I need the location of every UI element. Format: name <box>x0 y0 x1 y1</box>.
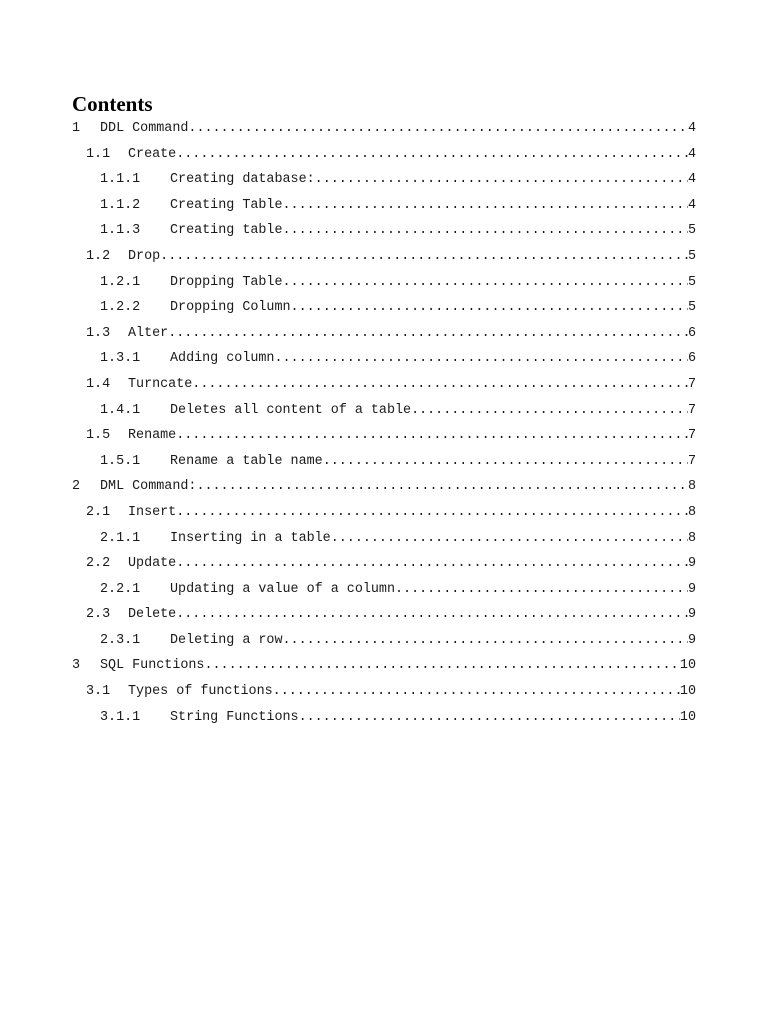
toc-dot-leader <box>176 142 688 168</box>
toc-entry-page-number: 7 <box>687 453 696 469</box>
toc-dot-leader <box>192 372 688 398</box>
toc-entry-line <box>72 474 696 500</box>
toc-entry-number: 2.1 <box>86 504 111 520</box>
toc-entry-page-number: 7 <box>687 376 696 392</box>
toc-entry[interactable] <box>72 244 696 270</box>
toc-entry-number: 3.1 <box>86 684 111 700</box>
toc-entry-number: 1.4.1 <box>100 402 141 418</box>
toc-entry-number: 1.1.2 <box>100 197 141 213</box>
toc-entry[interactable] <box>72 193 696 219</box>
toc-entry-page-number: 8 <box>687 530 696 546</box>
toc-entry-number: 1.1.1 <box>100 172 141 188</box>
toc-entry[interactable] <box>72 628 696 654</box>
toc-entry-line <box>86 423 696 449</box>
toc-dot-leader <box>283 628 688 654</box>
toc-dot-leader <box>273 679 680 705</box>
toc-entry-title: Drop <box>128 248 161 264</box>
toc-entry-number: 2.3.1 <box>100 632 141 648</box>
toc-entry-page-number: 10 <box>679 709 696 725</box>
toc-dot-leader <box>168 321 688 347</box>
toc-entry-line <box>72 653 696 679</box>
toc-entry-page-number: 8 <box>687 504 696 520</box>
toc-entry[interactable] <box>72 270 696 296</box>
toc-entry-title: Turncate <box>128 376 193 392</box>
toc-entry-page-number: 7 <box>687 428 696 444</box>
toc-entry-number: 1.3.1 <box>100 351 141 367</box>
toc-entry[interactable] <box>72 167 696 193</box>
toc-entry-page-number: 6 <box>687 351 696 367</box>
toc-entry-line <box>100 449 696 475</box>
toc-dot-leader <box>176 551 688 577</box>
toc-entry-line <box>86 372 696 398</box>
toc-entry-title: Delete <box>128 607 177 623</box>
toc-entry-page-number: 6 <box>687 325 696 341</box>
toc-entry[interactable] <box>72 526 696 552</box>
toc-entry-number: 1.4 <box>86 376 111 392</box>
toc-entry[interactable] <box>72 500 696 526</box>
toc-entry-line <box>100 346 696 372</box>
toc-entry-line <box>86 602 696 628</box>
toc-entry-page-number: 10 <box>679 658 696 674</box>
toc-entry-title: Inserting in a table <box>170 530 331 546</box>
toc-dot-leader <box>204 653 679 679</box>
toc-entry-line <box>86 551 696 577</box>
toc-entry-title: Insert <box>128 504 177 520</box>
toc-entry-page-number: 9 <box>687 581 696 597</box>
toc-entry-number: 3.1.1 <box>100 709 141 725</box>
toc-entry-page-number: 9 <box>687 607 696 623</box>
toc-entry-number: 1.5 <box>86 428 111 444</box>
toc-dot-leader <box>274 346 687 372</box>
toc-entry-title: DDL Command <box>100 121 189 136</box>
toc-entry-number: 1.1 <box>86 146 111 162</box>
toc-dot-leader <box>291 295 688 321</box>
toc-entry-title: Creating Table <box>170 197 283 213</box>
toc-entry-line <box>86 244 696 270</box>
toc-entry-number: 1 <box>72 121 81 136</box>
toc-entry-number: 1.2 <box>86 248 111 264</box>
toc-entry[interactable] <box>72 372 696 398</box>
toc-entry-title: Adding column <box>170 351 275 367</box>
toc-entry-line <box>100 398 696 424</box>
toc-dot-leader <box>395 577 688 603</box>
toc-entry-page-number: 5 <box>687 274 696 290</box>
toc-entry-line <box>100 167 696 193</box>
toc-entry-title: Types of functions <box>128 684 273 700</box>
toc-entry-number: 1.2.1 <box>100 274 141 290</box>
toc-entry-number: 1.1.3 <box>100 223 141 239</box>
toc-entry[interactable] <box>72 423 696 449</box>
toc-entry-number: 2.2.1 <box>100 581 141 597</box>
toc-entry-page-number: 8 <box>687 479 696 495</box>
toc-entry-line <box>86 500 696 526</box>
toc-entry-page-number: 4 <box>687 172 696 188</box>
toc-entry[interactable] <box>72 653 696 679</box>
toc-entry-title: Create <box>128 146 177 162</box>
toc-entry-line <box>100 526 696 552</box>
toc-entry[interactable] <box>72 705 696 731</box>
toc-entry-number: 2.2 <box>86 556 111 572</box>
toc-entry[interactable] <box>72 577 696 603</box>
toc-entry-page-number: 10 <box>679 684 696 700</box>
toc-dot-leader <box>176 602 688 628</box>
toc-entry[interactable] <box>72 116 696 142</box>
toc-entry-number: 2.1.1 <box>100 530 141 546</box>
toc-entry-line <box>100 193 696 219</box>
toc-entry[interactable] <box>72 398 696 424</box>
toc-entry-page-number: 5 <box>687 300 696 316</box>
toc-entry[interactable] <box>72 449 696 475</box>
toc-entry-title: String Functions <box>170 709 299 725</box>
toc-entry-number: 1.5.1 <box>100 453 141 469</box>
toc-dot-leader <box>176 500 688 526</box>
toc-dot-leader <box>188 116 688 142</box>
toc-entry[interactable] <box>72 346 696 372</box>
toc-entry-title: DML Command: <box>100 479 197 495</box>
toc-dot-leader <box>411 398 688 424</box>
toc-entry-page-number: 5 <box>687 223 696 239</box>
toc-entry-line <box>86 679 696 705</box>
toc-entry-title: Rename <box>128 428 177 444</box>
toc-entry[interactable] <box>72 679 696 705</box>
toc-entry-page-number: 9 <box>687 556 696 572</box>
toc-entry-number: 1.3 <box>86 325 111 341</box>
toc-entry-title: Deletes all content of a table <box>170 402 412 418</box>
toc-dot-leader <box>160 244 688 270</box>
table-of-contents <box>72 116 696 730</box>
toc-entry-page-number: 9 <box>687 632 696 648</box>
toc-entry-line <box>100 577 696 603</box>
toc-entry-title: Dropping Table <box>170 274 283 290</box>
toc-dot-leader <box>176 423 688 449</box>
toc-entry-title: Updating a value of a column <box>170 581 395 597</box>
toc-entry-line <box>100 295 696 321</box>
toc-entry[interactable] <box>72 218 696 244</box>
toc-entry[interactable] <box>72 602 696 628</box>
toc-entry-title: Creating table <box>170 223 283 239</box>
toc-dot-leader <box>331 526 688 552</box>
toc-entry[interactable] <box>72 295 696 321</box>
contents-heading: Contents <box>72 92 153 116</box>
toc-dot-leader <box>323 449 688 475</box>
toc-entry-page-number: 4 <box>687 146 696 162</box>
toc-entry-page-number: 4 <box>687 197 696 213</box>
toc-entry-title: Deleting a row <box>170 632 283 648</box>
toc-entry-title: Rename a table name <box>170 453 323 469</box>
toc-entry-line <box>72 116 696 142</box>
toc-entry-title: Creating database: <box>170 172 315 188</box>
toc-entry-page-number: 5 <box>687 248 696 264</box>
toc-entry-title: Update <box>128 556 177 572</box>
toc-entry[interactable] <box>72 321 696 347</box>
toc-entry[interactable] <box>72 474 696 500</box>
toc-entry-line <box>100 270 696 296</box>
toc-entry-line <box>86 321 696 347</box>
toc-entry-line <box>100 628 696 654</box>
toc-dot-leader <box>299 705 680 731</box>
toc-entry-page-number: 4 <box>687 121 696 136</box>
toc-entry-number: 3 <box>72 658 81 674</box>
toc-dot-leader <box>283 193 688 219</box>
toc-entry-number: 1.2.2 <box>100 300 141 316</box>
toc-dot-leader <box>196 474 688 500</box>
toc-entry[interactable] <box>72 551 696 577</box>
toc-entry-title: Dropping Column <box>170 300 291 316</box>
toc-entry-line <box>100 705 696 731</box>
toc-entry-number: 2 <box>72 479 81 495</box>
toc-entry[interactable] <box>72 142 696 168</box>
toc-entry-line <box>86 142 696 168</box>
toc-dot-leader <box>315 167 688 193</box>
toc-entry-line <box>100 218 696 244</box>
toc-dot-leader <box>283 270 688 296</box>
toc-dot-leader <box>283 218 688 244</box>
toc-entry-title: Alter <box>128 325 169 341</box>
toc-entry-title: SQL Functions <box>100 658 205 674</box>
toc-entry-page-number: 7 <box>687 402 696 418</box>
toc-entry-number: 2.3 <box>86 607 111 623</box>
